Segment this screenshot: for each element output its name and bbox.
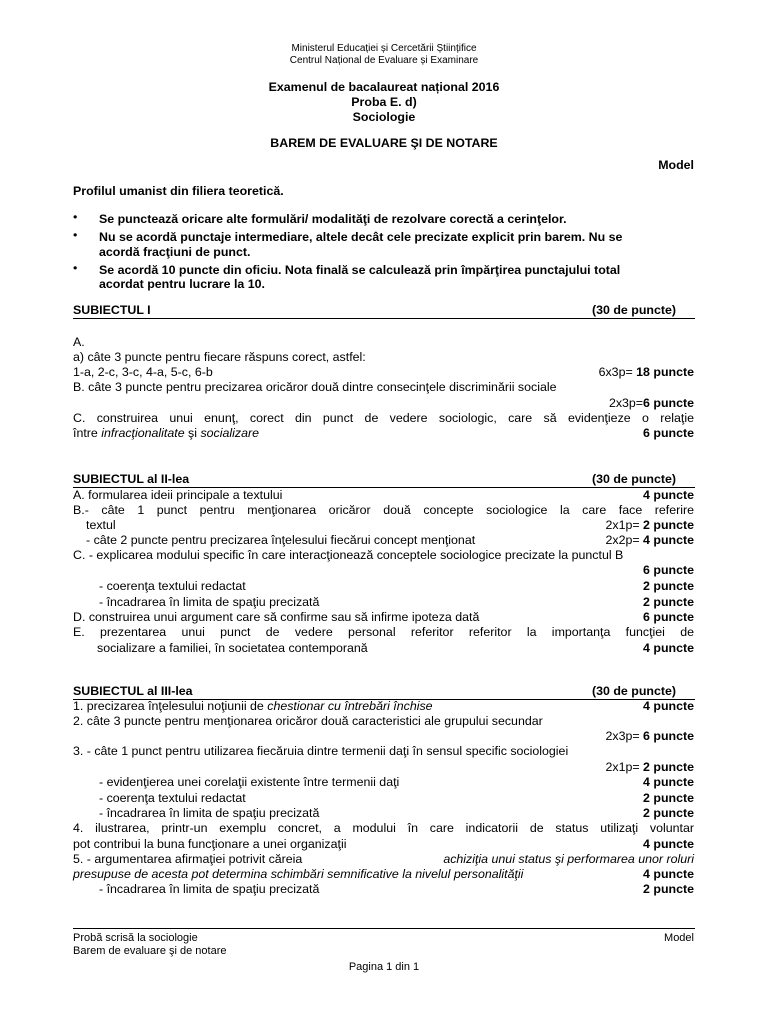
s2-c-score1: 6 puncte [643, 563, 694, 577]
rule-2: Nu se acordă punctaje intermediare, altele decât cele precizate explicit prin barem. Nu se [99, 230, 623, 244]
s1-a-line: a) câte 3 puncte pentru fiecare răspuns corect, astfel: [73, 350, 366, 364]
s3-l5-line1: 5. - argumentarea afirmaţiei potrivit căreia achiziţia unui status şi performarea unor roluri [73, 852, 694, 866]
s3-l4-line1: 4. ilustrarea, printr-un exemplu concret, a modului în care indicatorii de status utilizaţi voluntar [73, 821, 694, 835]
s2-title: SUBIECTUL al II-lea [73, 472, 190, 486]
s3-l3: 3. - câte 1 punct pentru utilizarea fiecăruia dintre termenii daţi în sensul specific sociologiei [73, 744, 569, 758]
model-label: Model [658, 158, 694, 172]
s1-a-score: 6x3p= 18 puncte [598, 365, 694, 379]
s3-l3b: - evidenţierea unei corelaţii existente între termenii daţi [99, 775, 400, 789]
s3-title: SUBIECTUL al III-lea [73, 684, 193, 698]
s3-l3-score: 2x1p= 2 puncte [605, 760, 694, 774]
footer-left-1: Probă scrisă la sociologie [73, 932, 198, 944]
s1-a-head: A. [73, 335, 85, 349]
exam-title: Examenul de bacalaureat național 2016 [268, 80, 500, 94]
s3-points: (30 de puncte) [592, 684, 676, 698]
s3-l4-line2: pot contribui la buna funcţionare a unei organizaţii [73, 837, 347, 851]
s3-l5b-score: 2 puncte [643, 882, 694, 896]
s2-e-line2: socializare a familiei, în societatea contemporană [97, 641, 368, 655]
bullet-icon: • [73, 210, 78, 224]
profile-line: Profilul umanist din filiera teoretică. [73, 184, 284, 198]
center-header: Centrul Național de Evaluare și Examinare [289, 55, 479, 66]
s3-l5b: - încadrarea în limita de spaţiu precizată [99, 882, 320, 896]
s1-title: SUBIECTUL I [73, 303, 151, 317]
s3-l5-score: 4 puncte [643, 867, 694, 881]
proba-title: Proba E. d) [351, 95, 417, 109]
s2-c-line1: C. - explicarea modului specific în care interacţionează conceptele sociologice precizate la punctul B [73, 548, 624, 562]
s1-b-line: B. câte 3 puncte pentru precizarea oricăror două dintre consecinţele discriminării sociale [73, 380, 557, 394]
footer-divider [73, 928, 695, 929]
s1-b-score: 2x3p=6 puncte [608, 396, 694, 410]
s2-c-line3: - încadrarea în limita de spaţiu precizată [99, 595, 320, 609]
page-number: Pagina 1 din 1 [348, 961, 420, 973]
s3-l3c-score: 2 puncte [643, 791, 694, 805]
rule-1: Se punctează oricare alte formulări/ modalităţi de rezolvare corectă a cerinţelor. [99, 212, 567, 226]
s2-b-score1: 2x1p= 2 puncte [605, 518, 694, 532]
s2-d-score: 6 puncte [643, 610, 694, 624]
s2-c-score3: 2 puncte [643, 595, 694, 609]
s2-e-score: 4 puncte [643, 641, 694, 655]
s1-c-line2: între infracţionalitate şi socializare [73, 426, 259, 440]
bullet-icon: • [73, 228, 78, 242]
rule-3: Se acordă 10 puncte din oficiu. Nota finală se calculează prin împărţirea punctajului total [99, 263, 621, 277]
s3-l3b-score: 4 puncte [643, 775, 694, 789]
s3-l2-score: 2x3p= 6 puncte [605, 729, 694, 743]
ministry-header: Ministerul Educației și Cercetării Științifice [291, 43, 477, 54]
s2-b-line2: textul [86, 518, 116, 532]
rule-3-cont: acordat pentru lucrare la 10. [99, 277, 265, 291]
s3-l5-line2: presupuse de acesta pot determina schimbări semnificative la nivelul personalităţii [73, 867, 524, 881]
footer-model: Model [664, 932, 694, 944]
s3-l4-score: 4 puncte [643, 837, 694, 851]
s3-l2: 2. câte 3 puncte pentru menţionarea oricăror două caracteristici ale grupului secundar [73, 714, 543, 728]
s1-underline [73, 318, 695, 319]
rule-2-cont: acordă fracţiuni de punct. [99, 245, 251, 259]
s3-l3c: - coerenţa textului redactat [99, 791, 246, 805]
s1-c-line1: C. construirea unui enunţ, corect din punct de vedere sociologic, care să evidenţieze o relaţie [73, 411, 694, 425]
footer-left-2: Barem de evaluare şi de notare [73, 945, 227, 957]
s3-l3d: - încadrarea în limita de spaţiu precizată [99, 806, 320, 820]
s2-points: (30 de puncte) [592, 472, 676, 486]
s2-b-line1: B.- câte 1 punct pentru menţionarea oricăror două concepte sociologice la care face referire [73, 503, 694, 517]
barem-title: BAREM DE EVALUARE ŞI DE NOTARE [270, 136, 498, 150]
s3-l1-score: 4 puncte [643, 699, 694, 713]
s2-c-line2: - coerenţa textului redactat [99, 579, 246, 593]
s3-l1: 1. precizarea înţelesului noţiunii de chestionar cu întrebări închise [73, 699, 433, 713]
s2-d-line: D. construirea unui argument care să confirme sau să infirme ipoteza dată [73, 610, 480, 624]
bullet-icon: • [73, 261, 78, 275]
s3-l3d-score: 2 puncte [643, 806, 694, 820]
subject-title: Sociologie [352, 110, 416, 124]
s2-a-line: A. formularea ideii principale a textului [73, 488, 283, 502]
s2-b-score2: 2x2p= 4 puncte [605, 533, 694, 547]
s1-c-score: 6 puncte [643, 426, 694, 440]
s1-a-answers: 1-a, 2-c, 3-c, 4-a, 5-c, 6-b [73, 365, 213, 379]
s2-c-score2: 2 puncte [643, 579, 694, 593]
s2-a-score: 4 puncte [643, 488, 694, 502]
s1-points: (30 de puncte) [592, 303, 676, 317]
s2-b-line3: - câte 2 puncte pentru precizarea înţelesului fiecărui concept menţionat [86, 533, 476, 547]
s2-e-line1: E. prezentarea unui punct de vedere personal referitor referitor la importanţa funcţiei de [73, 625, 694, 639]
